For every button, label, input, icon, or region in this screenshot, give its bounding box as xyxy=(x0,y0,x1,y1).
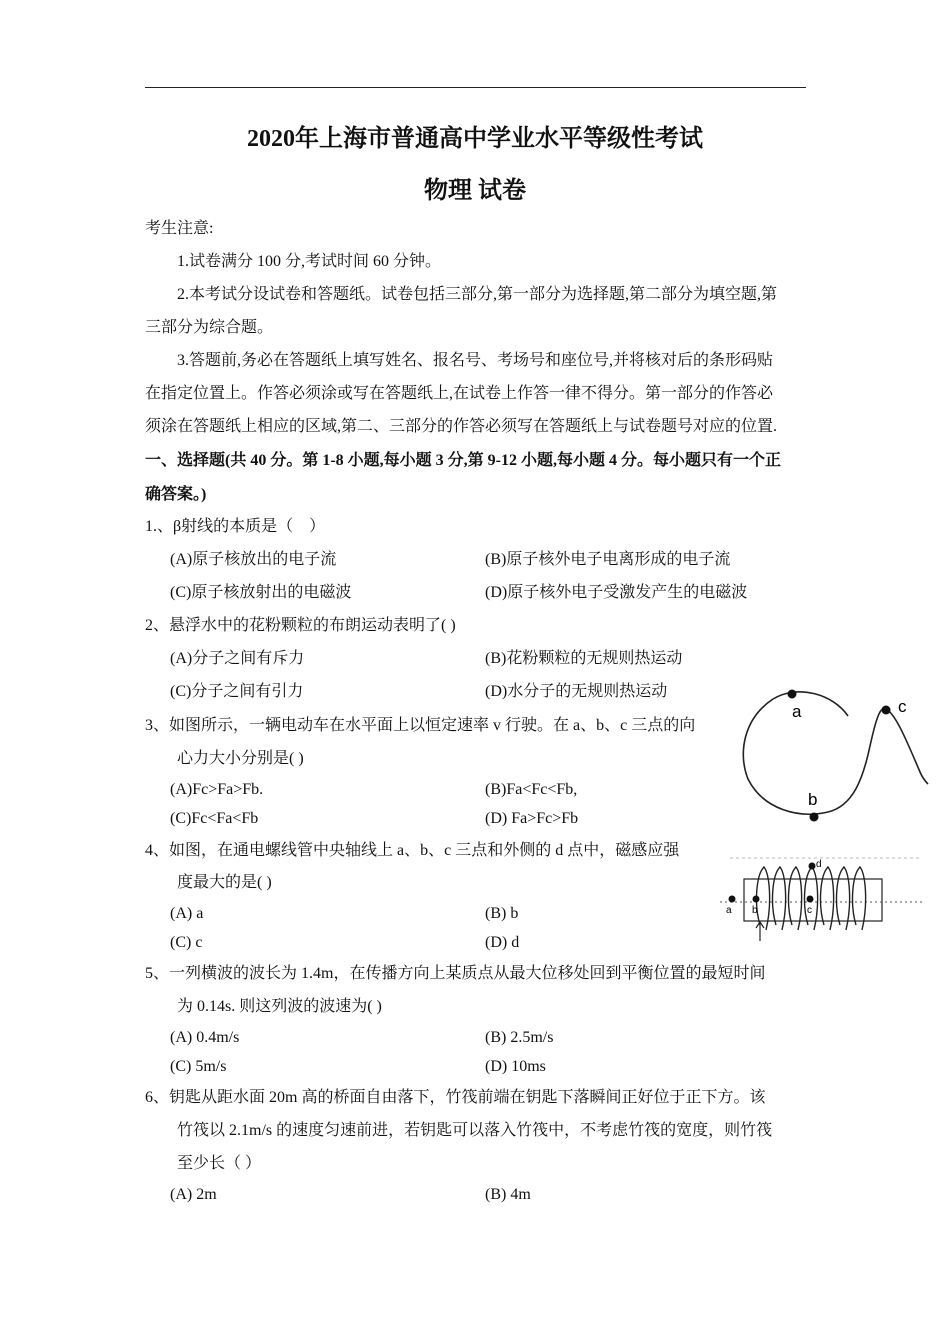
header-rule xyxy=(145,87,806,88)
question-4-option-c: (C) c xyxy=(170,934,203,951)
solenoid-figure xyxy=(720,855,925,945)
track-label-a: a xyxy=(792,702,802,721)
question-2-option-d: (D)水分子的无规则热运动 xyxy=(485,683,668,700)
section-heading-line-1: 一、选择题(共 40 分。第 1-8 小题,每小题 3 分,第 9-12 小题,每小题 4 分。每小题只有一个正 xyxy=(145,452,781,469)
question-2-stem: 2、悬浮水中的花粉颗粒的布朗运动表明了( ) xyxy=(145,617,456,634)
notice-item-3-line-3: 须涂在答题纸上相应的区域,第二、三部分的作答必须写在答题纸上与试卷题号对应的位置. xyxy=(145,418,778,435)
question-5-stem-line-2: 为 0.14s. 则这列波的波速为( ) xyxy=(177,998,382,1015)
solenoid-label-a: a xyxy=(726,905,732,916)
question-3-stem-line-1: 3、如图所示，一辆电动车在水平面上以恒定速率 v 行驶。在 a、b、c 三点的向 xyxy=(145,717,696,734)
track-label-c: c xyxy=(898,697,907,716)
question-1-option-b: (B)原子核外电子电离形成的电子流 xyxy=(485,551,731,568)
notice-item-3-line-1: 3.答题前,务必在答题纸上填写姓名、报名号、考场号和座位号,并将核对后的条形码贴 xyxy=(177,352,774,369)
question-1-option-d: (D)原子核外电子受激发产生的电磁波 xyxy=(485,584,748,601)
question-6-option-b: (B) 4m xyxy=(485,1186,531,1203)
question-5-option-d: (D) 10ms xyxy=(485,1058,546,1075)
question-4-option-a: (A) a xyxy=(170,905,204,922)
question-4-stem-line-1: 4、如图，在通电螺线管中央轴线上 a、b、c 三点和外侧的 d 点中，磁感应强 xyxy=(145,842,680,859)
solenoid-label-d: d xyxy=(816,859,822,870)
solenoid-point-d xyxy=(809,863,816,870)
track-point-b xyxy=(810,813,819,822)
track-label-b: b xyxy=(808,790,818,809)
question-2-option-c: (C)分子之间有引力 xyxy=(170,683,304,700)
question-4-stem-line-2: 度最大的是( ) xyxy=(177,874,272,891)
section-heading-line-2: 确答案。) xyxy=(145,486,207,503)
question-4-option-d: (D) d xyxy=(485,934,520,951)
question-2-option-a: (A)分子之间有斥力 xyxy=(170,650,305,667)
question-3-option-c: (C)Fc<Fa<Fb xyxy=(170,810,259,827)
track-point-c xyxy=(882,706,891,715)
question-6-stem-line-1: 6、钥匙从距水面 20m 高的桥面自由落下，竹筏前端在钥匙下落瞬间正好位于正下方。该 xyxy=(145,1089,766,1106)
question-1-option-c: (C)原子核放射出的电磁波 xyxy=(170,584,352,601)
notice-heading: 考生注意: xyxy=(145,220,214,237)
question-1-stem: 1.、β射线的本质是（ ） xyxy=(145,518,326,535)
question-3-option-a: (A)Fc>Fa>Fb. xyxy=(170,781,264,798)
track-figure xyxy=(738,684,934,826)
question-6-option-a: (A) 2m xyxy=(170,1186,217,1203)
question-5-stem-line-1: 5、一列横波的波长为 1.4m，在传播方向上某质点从最大位移处回到平衡位置的最短时间 xyxy=(145,965,766,982)
solenoid-point-a xyxy=(729,896,736,903)
question-3-option-d: (D) Fa>Fc>Fb xyxy=(485,810,579,827)
notice-item-3-line-2: 在指定位置上。作答必须涂或写在答题纸上,在试卷上作答一律不得分。第一部分的作答必 xyxy=(145,385,774,402)
question-3-stem-line-2: 心力大小分别是( ) xyxy=(177,750,304,767)
question-6-stem-line-2: 竹筏以 2.1m/s 的速度匀速前进，若钥匙可以落入竹筏中，不考虑竹筏的宽度，则竹筏 xyxy=(177,1122,773,1139)
solenoid-point-c xyxy=(807,896,814,903)
notice-item-2-line-1: 2.本考试分设试卷和答题纸。试卷包括三部分,第一部分为选择题,第二部分为填空题,第 xyxy=(177,286,778,303)
question-6-stem-line-3: 至少长（ ） xyxy=(177,1155,262,1172)
solenoid-point-b xyxy=(753,896,760,903)
solenoid-label-b: b xyxy=(752,905,758,916)
question-5-option-a: (A) 0.4m/s xyxy=(170,1029,240,1046)
question-3-option-b: (B)Fa<Fc<Fb, xyxy=(485,781,578,798)
question-2-option-b: (B)花粉颗粒的无规则热运动 xyxy=(485,650,683,667)
question-5-option-c: (C) 5m/s xyxy=(170,1058,227,1075)
question-1-option-a: (A)原子核放出的电子流 xyxy=(170,551,337,568)
solenoid-label-c: c xyxy=(807,905,812,916)
track-point-a xyxy=(788,690,797,699)
question-5-option-b: (B) 2.5m/s xyxy=(485,1029,554,1046)
question-4-option-b: (B) b xyxy=(485,905,519,922)
notice-item-2-line-2: 三部分为综合题。 xyxy=(145,319,274,336)
notice-item-1: 1.试卷满分 100 分,考试时间 60 分钟。 xyxy=(177,253,442,270)
page-title: 2020年上海市普通高中学业水平等级性考试 xyxy=(247,126,703,152)
page-subtitle: 物理 试卷 xyxy=(424,178,526,204)
